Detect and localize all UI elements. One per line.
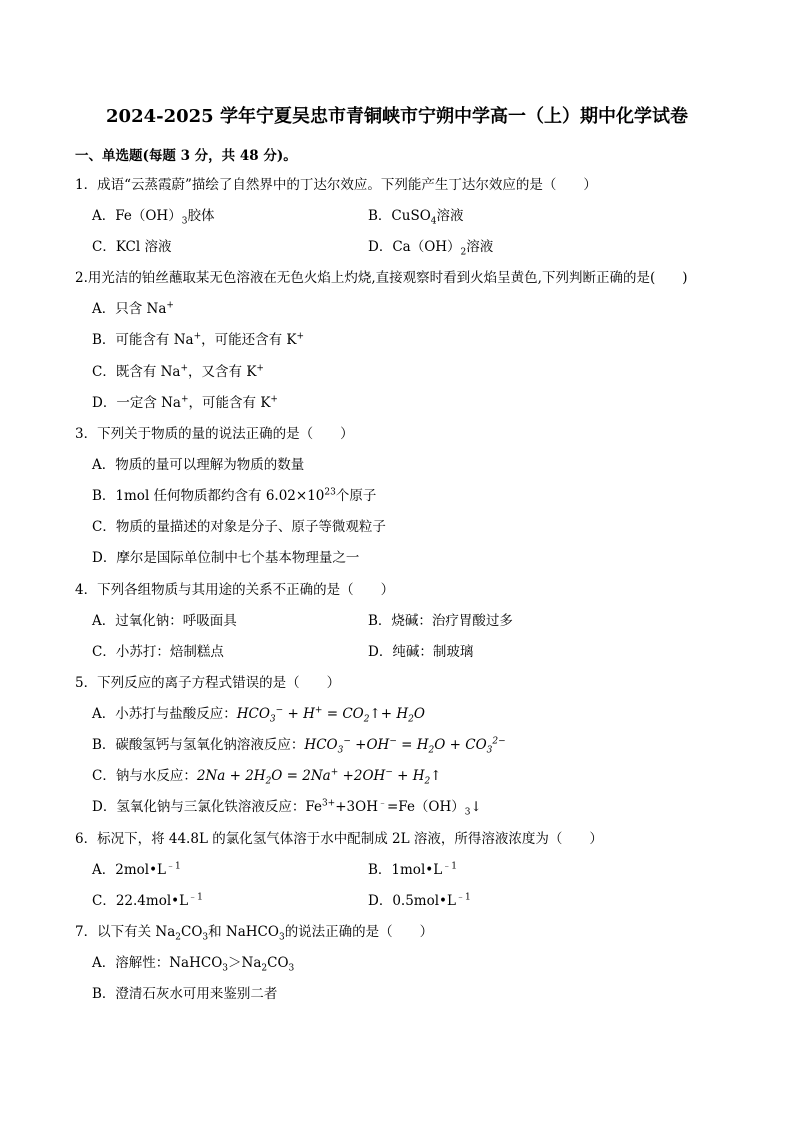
q6-option-d: D．$0.5mol•L^{﹣1}$ bbox=[368, 892, 471, 909]
q6-option-a: A．$2mol•L^{﹣1}$ bbox=[92, 861, 181, 878]
question-2: 2.用光洁的铂丝蘸取某无色溶液在无色火焰上灼烧,直接观察时看到火焰呈黄色,下列判断正确的是( ) bbox=[75, 270, 688, 286]
q7-option-b: B．澄清石灰水可用来鉴别二者 bbox=[92, 986, 278, 1002]
q5-option-d: D．氢氧化钠与三氯化铁溶液反应：$Fe^{3+}+3OH^﹣=Fe(OH)_3↓$ bbox=[92, 798, 482, 818]
q4-option-c: C．小苏打：焙制糕点 bbox=[92, 644, 224, 660]
q4-option-b: B．烧碱：治疗胃酸过多 bbox=[368, 613, 513, 629]
q2-option-d: D．一定含 Na+，可能含有 K+ bbox=[92, 394, 278, 411]
question-6: 6．标况下，将 44.8L 的氯化氢气体溶于水中配制成 2L 溶液，所得溶液浓度为（ ） bbox=[75, 831, 603, 847]
question-3: 3．下列关于物质的量的说法正确的是（ ） bbox=[75, 426, 354, 442]
q1-option-a: A．$Fe(OH)_3$胶体 bbox=[92, 208, 215, 227]
q2-option-c: C．既含有 Na+，又含有 K+ bbox=[92, 363, 264, 380]
question-1: 1．成语“云蒸霞蔚”描绘了自然界中的丁达尔效应。下列能产生丁达尔效应的是（ ） bbox=[75, 177, 597, 193]
q3-option-a: A．物质的量可以理解为物质的数量 bbox=[92, 457, 305, 473]
exam-title: 2024-2025 学年宁夏吴忠市青铜峡市宁朔中学高一（上）期中化学试卷 bbox=[106, 106, 688, 127]
q2-option-b: B．可能含有 Na+，可能还含有 K+ bbox=[92, 331, 305, 348]
q3-option-b: B．1mol 任何物质都约含有 $6.02\times 10^{23}$个原子 bbox=[92, 487, 377, 504]
q1-option-d: D．$Ca(OH)_2$溶液 bbox=[368, 239, 494, 258]
q4-option-d: D．纯碱：制玻璃 bbox=[368, 644, 474, 660]
q1-option-c: C．KCl 溶液 bbox=[92, 239, 172, 255]
q2-option-a: A．只含 Na+ bbox=[92, 300, 174, 317]
q1-option-b: B．CuSO$_4$溶液 bbox=[368, 208, 464, 227]
q7-option-a: A．溶解性：$NaHCO_3>Na_2CO_3$ bbox=[92, 955, 295, 974]
q5-option-a: A．小苏打与盐酸反应：$HCO_3^- + H^+$ = $CO_2↑+ H_2O$ bbox=[92, 705, 425, 725]
question-7: 7．以下有关 $Na_2CO_3$和 NaHCO$_3$的说法正确的是（ ） bbox=[75, 924, 434, 943]
q3-option-d: D．摩尔是国际单位制中七个基本物理量之一 bbox=[92, 550, 360, 566]
section-heading: 一、单选题(每题 3 分，共 48 分)。 bbox=[75, 148, 297, 164]
question-5: 5．下列反应的离子方程式错误的是（ ） bbox=[75, 675, 341, 691]
q4-option-a: A．过氧化钠：呼吸面具 bbox=[92, 613, 237, 629]
question-4: 4．下列各组物质与其用途的关系不正确的是（ ） bbox=[75, 582, 395, 598]
q3-option-c: C．物质的量描述的对象是分子、原子等微观粒子 bbox=[92, 519, 386, 535]
q5-option-c: C．钠与水反应：$2Na + 2H_2O = 2Na^+ +2OH^-$ + $H_2↑$ bbox=[92, 767, 442, 787]
q6-option-c: C．$22.4mol•L^{﹣1}$ bbox=[92, 892, 203, 909]
q6-option-b: B．$1mol•L^{﹣1}$ bbox=[368, 861, 457, 878]
q5-option-b: B．碳酸氢钙与氢氧化钠溶液反应：$HCO_3^- +OH^- = H_2O + CO_3^{2-}$ bbox=[92, 736, 506, 756]
